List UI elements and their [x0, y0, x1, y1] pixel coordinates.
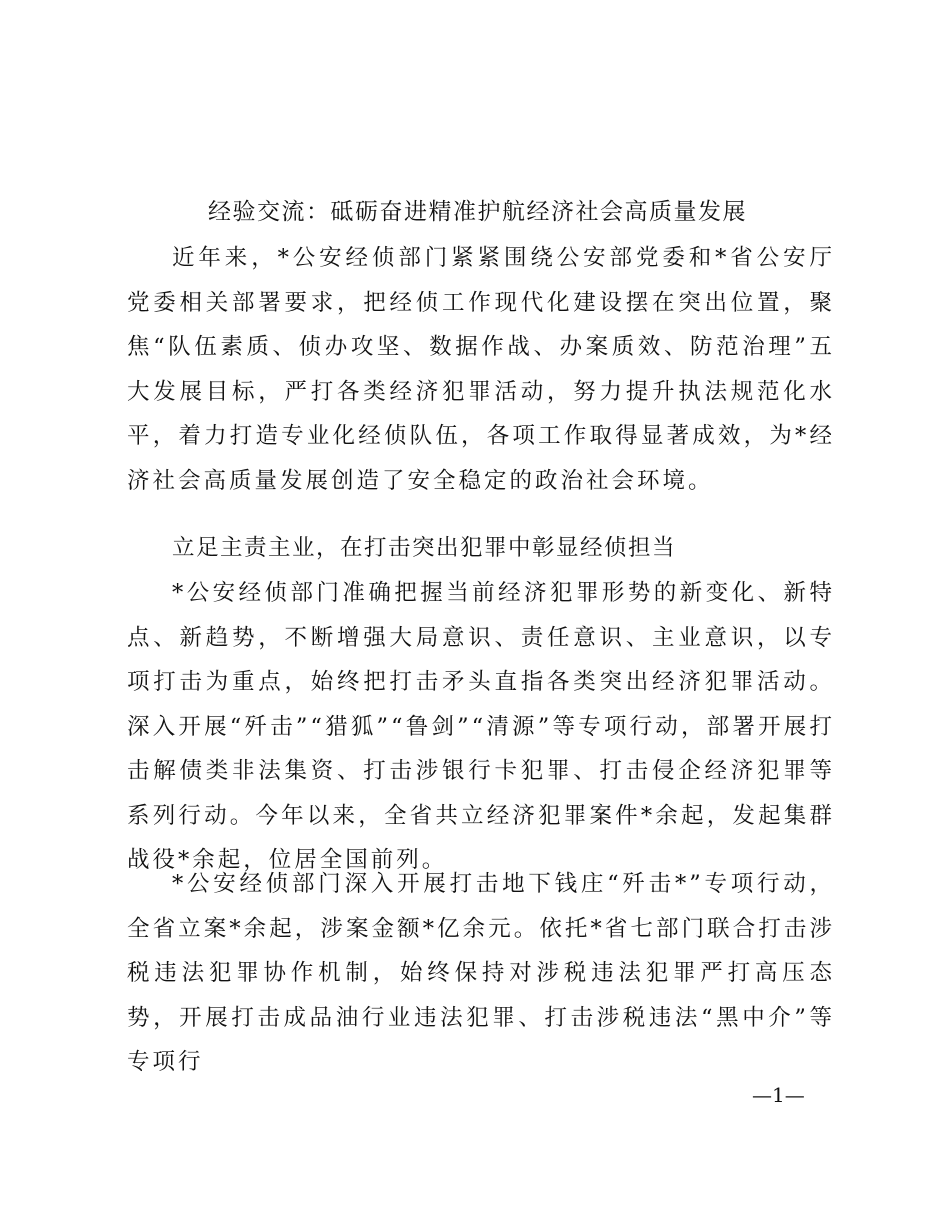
paragraph-intro: 近年来，*公安经侦部门紧紧围绕公安部党委和*省公安厅党委相关部署要求，把经侦工作现代化建设摆在突出位置，聚焦“队伍素质、侦办攻坚、数据作战、办案质效、防范治理”五大发展目标，严打各类经济犯罪活动，努力提升执法规范化水平，着力打造专业化经侦队伍，各项工作取得显著成效，为*经济社会高质量发展创造了安全稳定的政治社会环境。 [127, 245, 835, 494]
section-heading: 立足主责主业，在打击突出犯罪中彰显经侦担当 [172, 535, 677, 561]
paragraph-crackdown: *公安经侦部门准确把握当前经济犯罪形势的新变化、新特点、新趋势，不断增强大局意识、责任意识、主业意识，以专项打击为重点，始终把打击矛头直指各类突出经济犯罪活动。深入开展“歼击”“猎狐”“鲁剑”“清源”等专项行动，部署开展打击解债类非法集资、打击涉银行卡犯罪、打击侵企经济犯罪等系列行动。今年以来，全省共立经济犯罪案件*余起，发起集群战役*余起，位居全国前列。 [127, 580, 835, 873]
paragraph-underground-bank: *公安经侦部门深入开展打击地下钱庄“歼击*”专项行动，全省立案*余起，涉案金额*亿余元。依托*省七部门联合打击涉税违法犯罪协作机制，始终保持对涉税违法犯罪严打高压态势，开展打击成品油行业违法犯罪、打击涉税违法“黑中介”等专项行 [127, 871, 835, 1075]
document-title: 经验交流：砥砺奋进精准护航经济社会高质量发展 [208, 199, 747, 225]
page-number: —1— [752, 1083, 805, 1107]
